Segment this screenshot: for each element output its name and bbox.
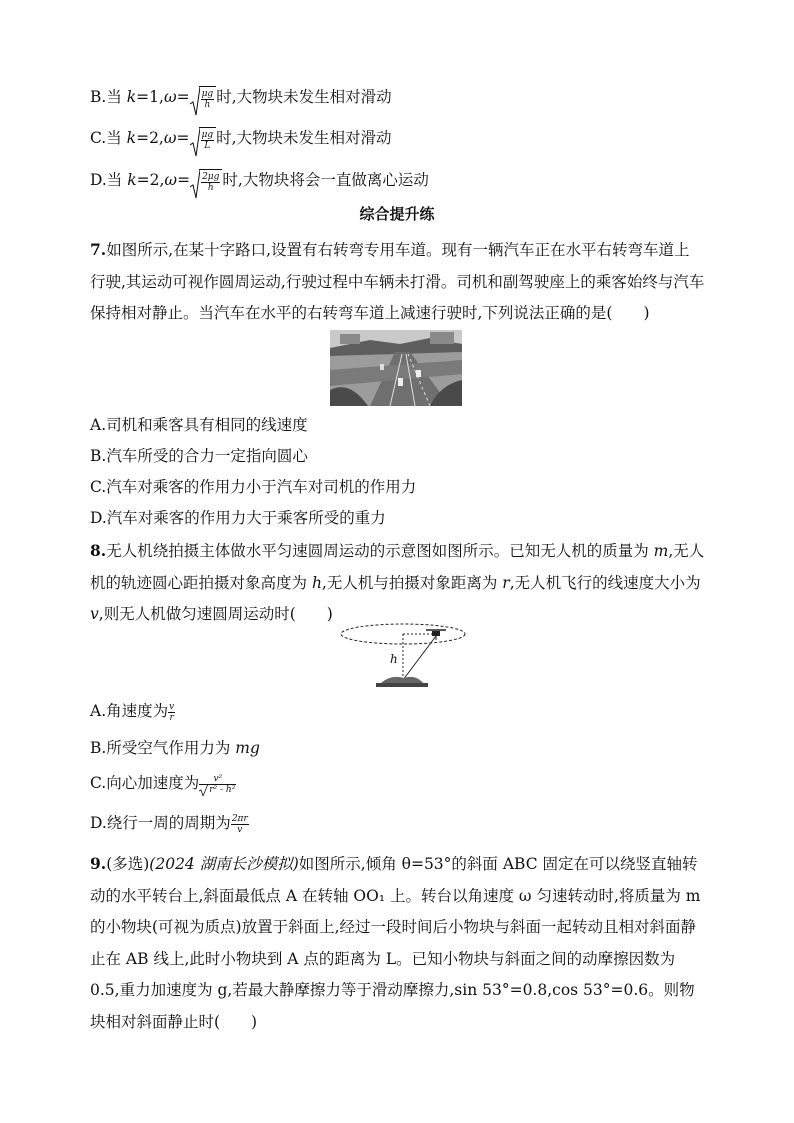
q6-option-c: C.当 k=2,ω= $\frac{\mu g}{L}$ 时,大物块未发生相对滑动 <box>90 127 710 151</box>
q7-option-d: D.汽车对乘客的作用力大于乘客所受的重力 <box>90 509 386 527</box>
question-7 <box>90 234 705 330</box>
question-source: (2024 湖南长沙模拟) <box>149 855 299 873</box>
q8-option-b: B.所受空气作用力为 mg <box>90 739 260 757</box>
drone-icon <box>426 630 446 640</box>
q7-option-b: B.汽车所受的合力一定指向圆心 <box>90 447 308 465</box>
q7-option-a: A.司机和乘客具有相同的线速度 <box>90 416 308 434</box>
drone-diagram <box>338 622 468 690</box>
question-number: 9. <box>90 854 107 873</box>
question-9 <box>90 848 705 1038</box>
question-text: 如图所示,在某十字路口,设置有右转弯专用车道。现有一辆汽车正在水平右转弯车道上行驶,其运动可视作圆周运动,行驶过程中车辆未打滑。司机和副驾驶座上的乘客始终与汽车保持相对静止。当汽车在水平的右转弯车道上减速行驶时,下列说法正确的是( ) <box>90 241 705 322</box>
q7-option-c: C.汽车对乘客的作用力小于汽车对司机的作用力 <box>90 478 417 496</box>
sqrt-expression: $\frac{\mu g}{L}$ <box>190 127 217 151</box>
q8-option-c: C.向心加速度为 $\frac{\text{v²}}{\text{r² - h²}}$ <box>90 773 236 795</box>
intersection-photo <box>330 330 462 406</box>
sqrt-expression: $\frac{\mu g}{h}$ <box>190 86 217 110</box>
question-number: 8. <box>90 541 107 560</box>
diagram-label-h: h <box>390 652 398 666</box>
section-title: 综合提升练 <box>359 205 435 223</box>
q8-option-d: D.绕行一周的周期为 $\frac{2\pi r}{v}$ <box>90 813 248 835</box>
sqrt-expression: $\frac{2\mu g}{h}$ <box>190 169 222 193</box>
question-number: 7. <box>90 240 107 259</box>
q6-option-b: B.当 k=1,ω= $\frac{\mu g}{h}$ 时,大物块未发生相对滑动 <box>90 86 710 110</box>
q6-option-d: D.当 k=2,ω= $\frac{2\mu g}{h}$ 时,大物块将会一直做离心运动 <box>90 169 710 193</box>
question-tag: (多选) <box>106 855 150 873</box>
question-8: 8.无人机绕拍摄主体做水平匀速圆周运动的示意图如图所示。已知无人机的质量为 m,无人机的轨迹圆心距拍摄对象高度为 h,无人机与拍摄对象距离为 r,无人机飞行的线速度大小为 v,则无人机做匀速圆周运动时( ) <box>90 541 705 623</box>
q8-option-a: A.角速度为 $\frac{v}{r}$ <box>90 701 175 723</box>
question-text: 如图所示,倾角 θ=53°的斜面 ABC 固定在可以绕竖直轴转动的水平转台上,斜面最低点 A 在转轴 OO₁ 上。转台以角速度 ω 匀速转动时,将质量为 m 的小物块(可视为质点)放置于斜面上,经过一段时间后小物块与斜面一起转动且相对斜面静止在 AB 线上,此时小物块到 A 点的距离为 L。已知小物块与斜面之间的动摩擦因数为 0.5,重力加速度为 g,若最大静摩擦力等于滑动摩擦力,sin 53°=0.8,cos 53°=0.6。则物块相对斜面静止时( ) <box>90 855 701 1031</box>
